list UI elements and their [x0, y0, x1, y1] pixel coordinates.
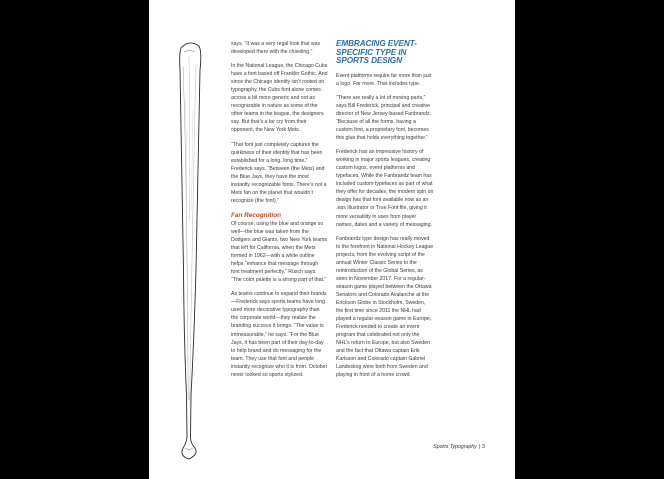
section-heading: EMBRACING EVENT-SPECIFIC TYPE IN SPORTS DESIGN [336, 39, 417, 66]
paragraph: “That font just completely captures the quirkiness of their identity that has been established for a long, long time,” Frederick says. “Between (the Mets) and the Blue Jays, they have the most instantly recognizable fonts. There’s not a Mets fan on the planet that wouldn’t recognize (the font).” [231, 141, 327, 204]
paragraph: As teams continue to expand their brands—Frederick says sports teams have long used more decorative typography than the corporate world—they realize the branding success it brings. “The value is immeasurable,” he says. “For the Blue Jays, it has been part of their day-to-day to help brand and do messaging for the team. They use that font and people instantly recognize who it is from. October never looked so sports stylized. [231, 291, 328, 378]
paragraph: says. “It was a very regal look that was developed there with the chiseling.” [231, 41, 321, 56]
footer-separator: | [478, 444, 481, 450]
paragraph: Event platforms require far more than just a logo. Far more. That includes type. [336, 72, 432, 87]
paragraph: Frederick has an impressive history of working in major sports leagues, creating custom logos, event platforms and typefaces. While the Fanbrandz team has included custom typefaces as part of what they offer for decades, the modern spin on design has that font available now as an .eps Illustrator or True Font file, giving it more versatility in uses from player names, dates and a variety of messaging. [336, 149, 434, 228]
subheading-fan-recognition: Fan Recognition [231, 211, 282, 219]
page-footer [433, 444, 485, 450]
document-page [149, 0, 515, 479]
paragraph: Fanbrandz type design has really moved to the forefront in National Hockey League projects, from the evolving script of the annual Winter Classic Series to the reintroduction of the Global Series, as seen in November 2017. For a regular-season game played between the Ottawa Senators and Colorado Avalanche at the Erickson Globe in Stockholm, Sweden, the first time since 2011 the NHL had played a regular-season game in Europe, Frederick needed to create an event program that celebrated not only the NHL’s return to Europe, but also Sweden and the fact that Ottawa captain Erik Karlsson and Colorado captain Gabriel Landeskog were both from Sweden and playing in front of a home crowd. [336, 235, 434, 379]
footer-section-title: Sports Typography [433, 444, 477, 450]
paragraph: “There are really a lot of moving parts,” says Bill Frederick, principal and creative director of New Jersey-based Fanbrandz. “Because of all the forms, having a custom font, a proprietary font, becomes this glue that holds everything together.” [336, 94, 432, 142]
page-number: 3 [482, 444, 485, 450]
paragraph: Of course, using the blue and orange so well—the blue was taken from the Dodgers and Giants, two New York teams that left for California, when the Mets formed in 1962—with a white outline helps “enhance that message through font treatment perfectly,” Rüsch says. “The color palette is a strong part of that.” [231, 220, 328, 284]
left-column [231, 40, 328, 385]
paragraph: In the National League, the Chicago Cubs have a font based off Franklin Gothic. And since the Chicago identity isn’t rooted on typography, the Cubs font alone comes across a bit more generic and not as recognizable in nature as some of the other teams in the league, the designers say. But that’s a far cry from their opponent, the New York Mets. [231, 63, 328, 134]
right-column [336, 40, 434, 385]
baseball-bat-icon [169, 40, 209, 470]
